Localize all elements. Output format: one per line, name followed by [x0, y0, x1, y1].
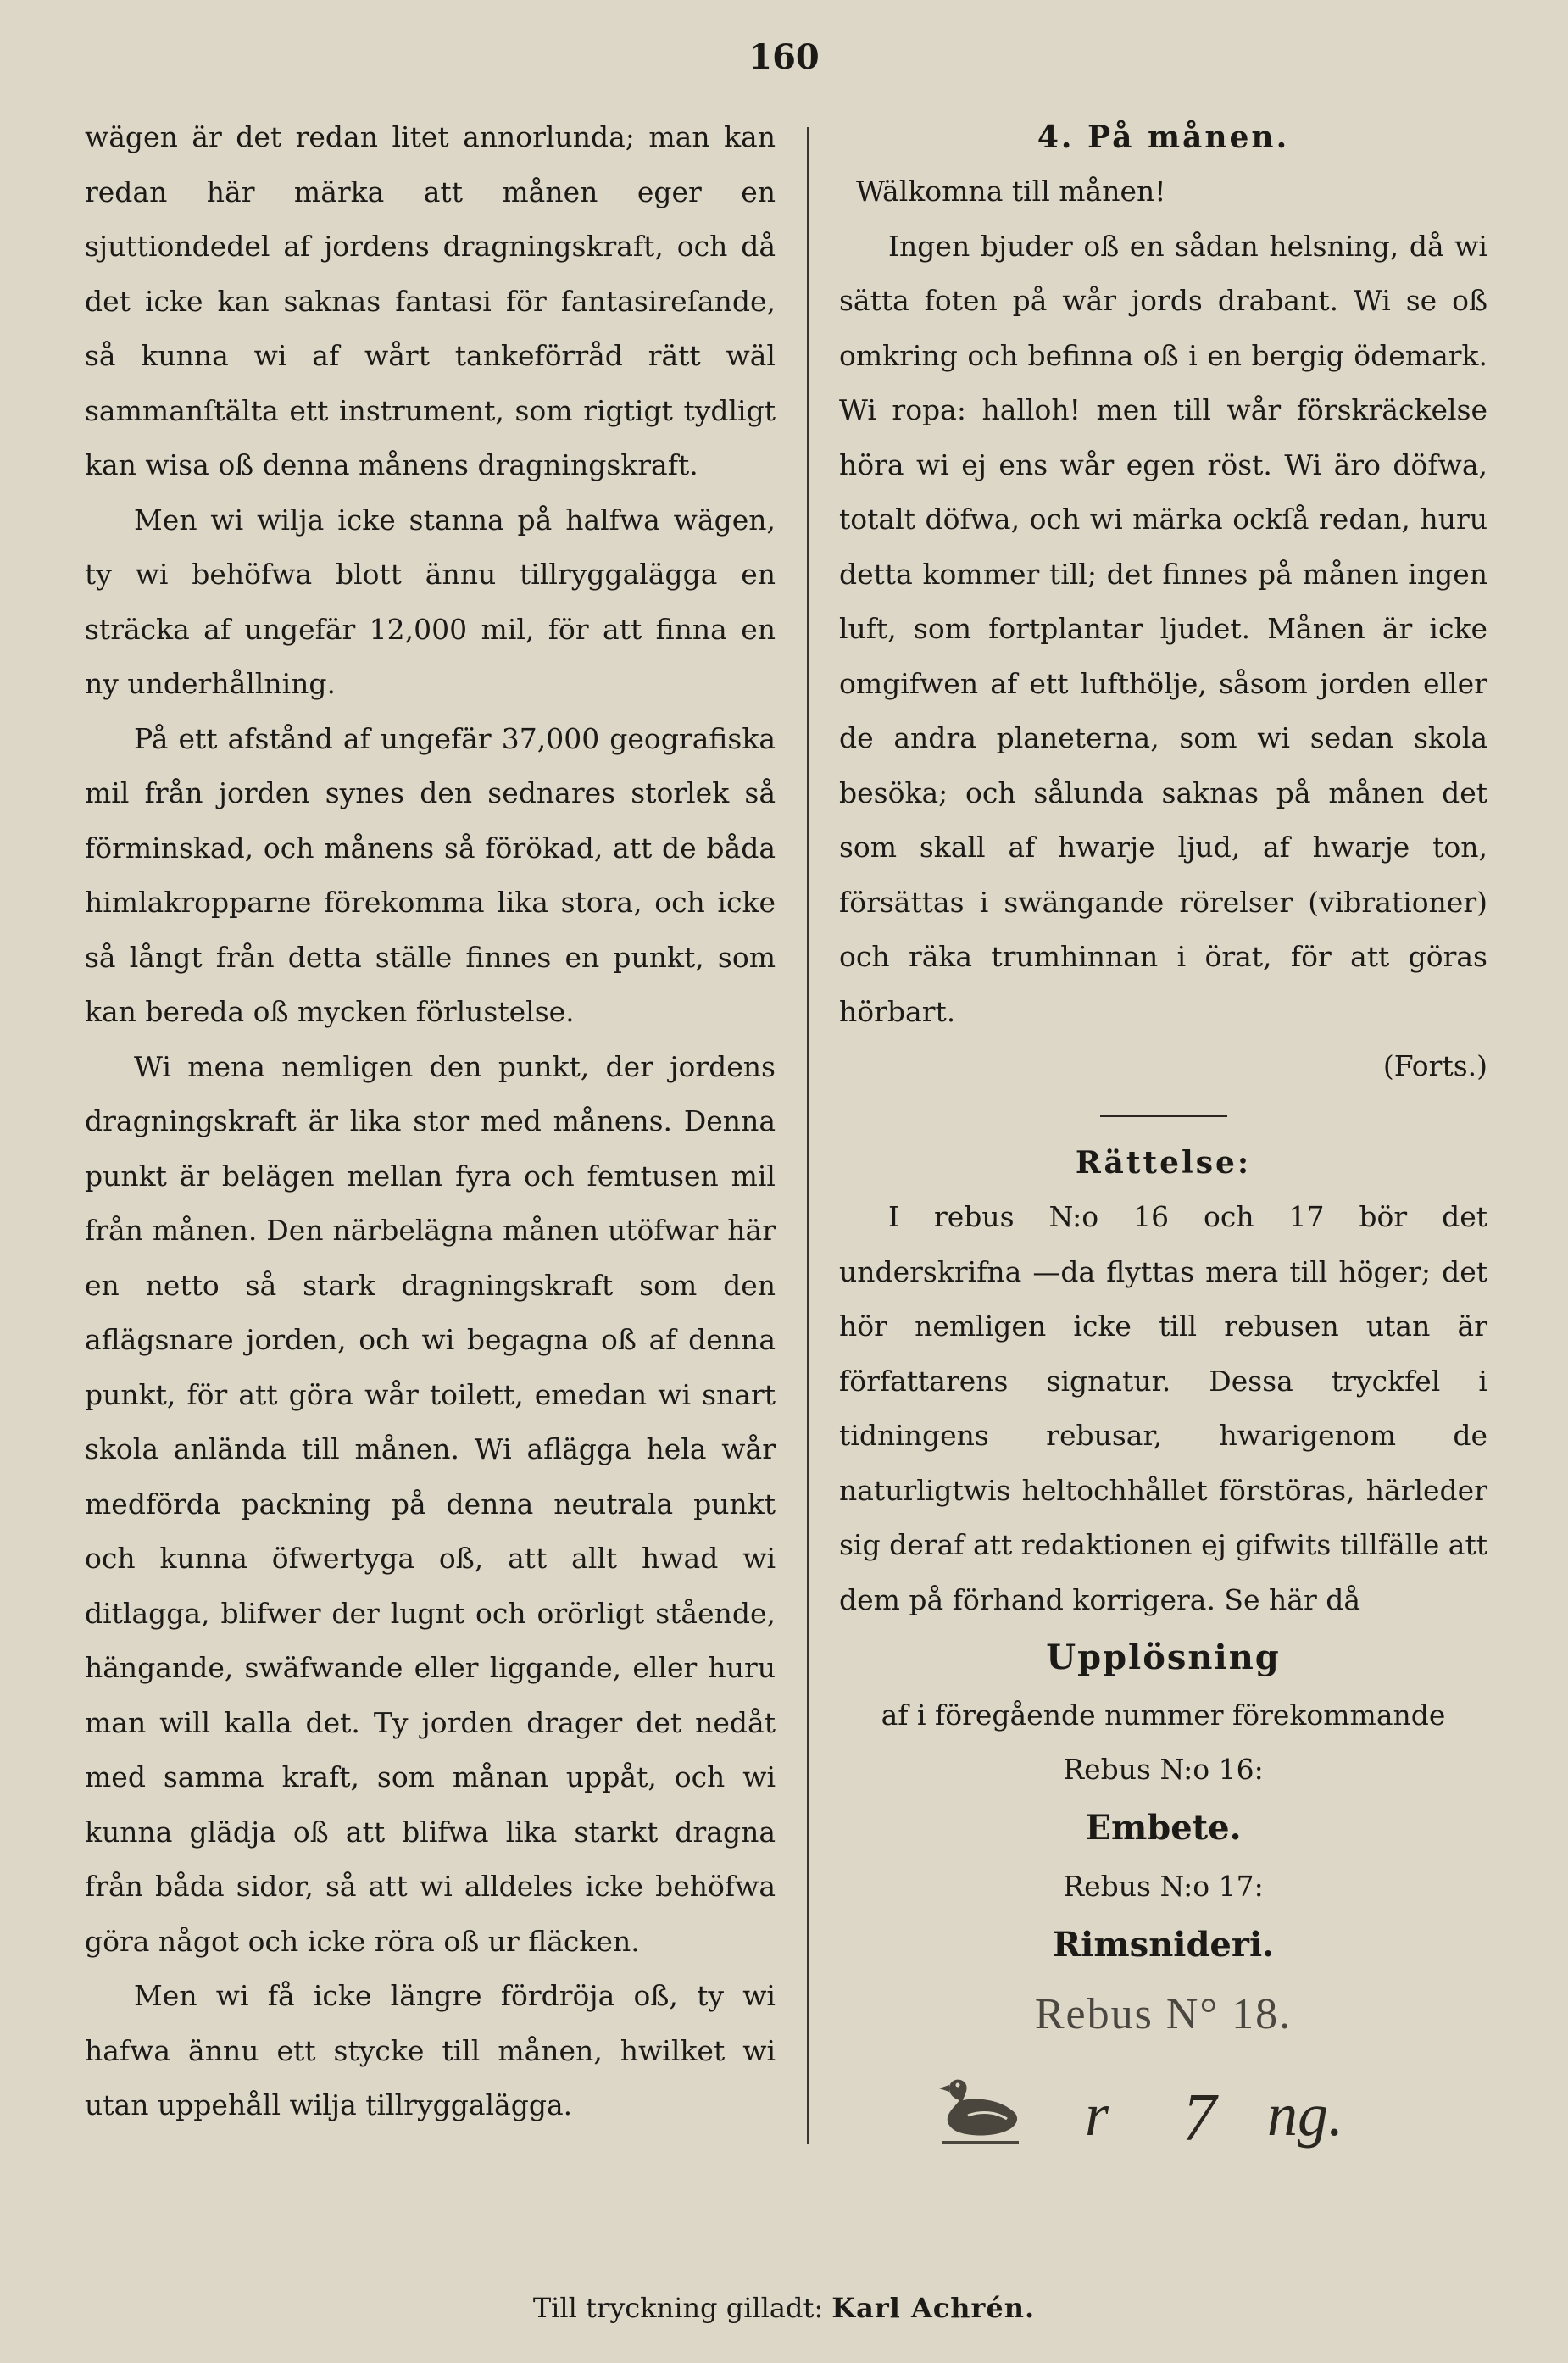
duck-icon	[934, 2071, 1027, 2148]
section-heading: 4. På månen.	[1037, 120, 1290, 155]
column-divider	[807, 127, 809, 2144]
rebus-digit-7: 7	[1182, 2081, 1216, 2155]
imprint-footer	[0, 2287, 1568, 2329]
solution-heading: Upplösning	[1046, 1637, 1281, 1677]
censor-name: Karl Achrén.	[831, 2292, 1036, 2324]
correction-text: I rebus N:o 16 och 17 bör det underskrifna —da flyttas mera till höger; det hör nemligen icke till rebusen utan är författarens signatur. Dessa tryckfel i tidningens rebusar, hwarigenom de naturligtwis heltochhållet förstöras, härleder sig deraf att redaktionen ej gifwits tillfälle att dem på förhand korrigera. Se här då	[839, 1200, 1487, 1616]
rebus-18-puzzle	[839, 2063, 1487, 2190]
rebus-letters-ng: ng.	[1267, 2081, 1343, 2149]
divider-rule	[1100, 1115, 1227, 1117]
solution-subheading: af i föregående nummer förekommande	[881, 1699, 1446, 1732]
correction-heading: Rättelse:	[1075, 1145, 1252, 1181]
right-column	[839, 110, 1487, 2190]
paragraph: wägen är det redan litet annorlunda; man kan redan här märka att månen eger en sjuttiondedel af jordens dragningskraft, och då det icke kan saknas fantasi för fantasireſande, så kunna wi af wårt tankeförråd rätt wäl sammanſtälta ett instrument, som rigtigt tydligt kan wisa oß denna månens dragningskraft.	[85, 120, 776, 481]
rebus-17-answer: Rimsnideri.	[1052, 1925, 1275, 1965]
paragraph: På ett afstånd af ungefär 37,000 geografiska mil från jorden synes den sednares storlek så förminskad, och månens så förökad, att de båda himlakropparne förekomma lika stora, och icke så långt från detta ställe finnes en punkt, som kan bereda oß mycken förlustelse.	[85, 721, 776, 1028]
rebus-16-answer: Embete.	[1085, 1808, 1242, 1848]
rebus-17-label: Rebus N:o 17:	[1063, 1870, 1264, 1903]
paragraph: Men wi wilja icke stanna på halfwa wägen, ty wi behöfwa blott ännu tillryggalägga en sträcka af ungefär 12,000 mil, för att finna en ny underhållning.	[85, 503, 776, 700]
page-number: 160	[748, 37, 820, 77]
imprint-label: Till tryckning gilladt:	[532, 2292, 824, 2324]
continued-note: (Forts.)	[1382, 1049, 1487, 1082]
rebus-18-title: Rebus N° 18.	[1034, 1990, 1293, 2038]
paragraph: Wi mena nemligen den punkt, der jordens dragningskraft är lika stor med månens. Denna punkt är belägen mellan fyra och femtusen mil från månen. Den närbelägna månen utöfwar här en netto så stark dragningskraft som den aflägsnare jorden, och wi begagna oß af denna punkt, för att göra wår toilett, emedan wi snart skola anlända till månen. Wi aflägga hela wår medförda packning på denna neutrala punkt och kunna öfwertyga oß, att allt hwad wi ditlagga, blifwer der lugnt och orörligt stående, hängande, swäfwande eller liggande, eller huru man will kalla det. Ty jorden drager det nedåt med samma kraft, som månan uppåt, och wi kunna glädja oß att blifwa lika starkt dragna från båda sidor, så att wi alldeles icke behöfwa göra något och icke röra oß ur fläcken.	[85, 1049, 776, 1958]
paragraph: Men wi få icke längre fördröja oß, ty wi hafwa ännu ett stycke till månen, hwilket wi utan uppehåll wilja tillryggalägga.	[85, 1979, 776, 2121]
paragraph: Ingen bjuder oß en sådan helsning, då wi sätta foten på wår jords drabant. Wi se oß omkring och befinna oß i en bergig ödemark. Wi ropa: halloh! men till wår förskräckelse höra wi ej ens wår egen röst. Wi äro döfwa, totalt döfwa, och wi märka ockſå redan, huru detta kommer till; det finnes på månen ingen luft, som fortplantar ljudet. Månen är icke omgifwen af ett lufthölje, såsom jorden eller de andra planeterna, som wi sedan skola besöka; och sålunda saknas på månen det som skall af hwarje ljud, af hwarje ton, försättas i swängande rörelser (vibrationer) och räka trumhinnan i örat, för att göras hörbart.	[839, 229, 1487, 1028]
left-column	[85, 110, 776, 2133]
greeting: Wälkomna till månen!	[856, 175, 1166, 208]
rebus-letter-r: r	[1085, 2081, 1109, 2149]
rebus-16-label: Rebus N:o 16:	[1063, 1753, 1264, 1786]
